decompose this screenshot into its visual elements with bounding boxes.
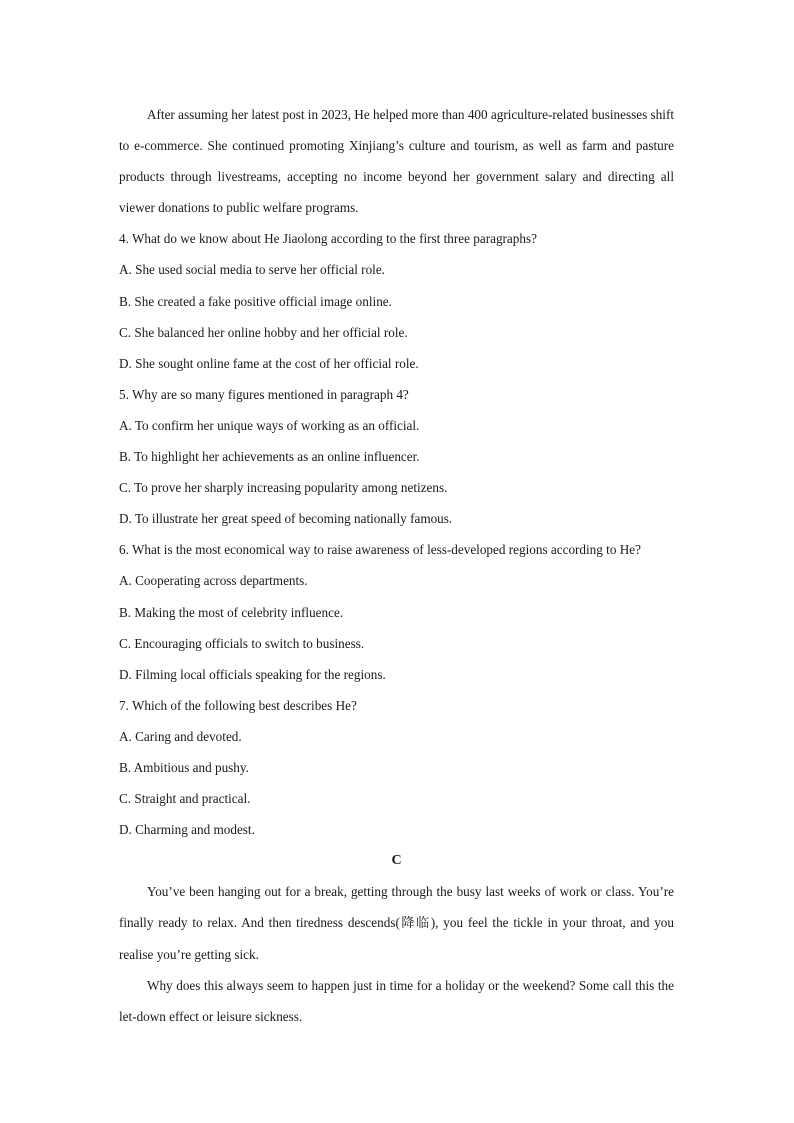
question-6 [119,534,674,689]
option-c: C. She balanced her online hobby and her official role. [119,324,408,340]
passage-b-paragraph: After assuming her latest post in 2023, He helped more than 400 agriculture-related businesses shift to e-commerce. She continued promoting Xinjiang’s culture and tourism, as well as farm and pasture products through livestreams, accepting no income beyond her government salary and directing all viewer donations to public welfare programs. [119,107,674,216]
question-stem: 4. What do we know about He Jiaolong according to the first three paragraphs? [119,231,537,247]
question-4 [119,223,674,378]
option-d: D. Charming and modest. [119,822,255,838]
document-content [119,99,674,1032]
option-b: B. Ambitious and pushy. [119,759,249,775]
question-stem: 7. Which of the following best describes He? [119,697,357,713]
option-b: B. Making the most of celebrity influence. [119,604,344,620]
passage-c-paragraph-2: Why does this always seem to happen just in time for a holiday or the weekend? Some call this the let-down effect or leisure sickness. [119,977,674,1024]
option-c: C. To prove her sharply increasing popularity among netizens. [119,480,448,496]
question-7 [119,690,674,845]
option-a: A. To confirm her unique ways of working as an official. [119,417,420,433]
option-d: D. To illustrate her great speed of becoming nationally famous. [119,511,453,527]
question-stem: 5. Why are so many figures mentioned in paragraph 4? [119,386,409,402]
option-a: A. Caring and devoted. [119,728,242,744]
passage-c-paragraph-1: You’ve been hanging out for a break, getting through the busy last weeks of work or class. You’re finally ready to relax. And then tiredness descends(降临), you feel the tickle in your throat, and you realise you’re getting sick. [119,884,674,962]
option-c: C. Encouraging officials to switch to business. [119,635,365,651]
option-b: B. To highlight her achievements as an online influencer. [119,449,420,465]
question-5 [119,379,674,534]
option-d: D. She sought online fame at the cost of her official role. [119,355,419,371]
question-stem: 6. What is the most economical way to raise awareness of less-developed regions according to He? [119,542,641,558]
passage-c-heading: C [391,853,402,869]
option-b: B. She created a fake positive official image online. [119,293,392,309]
option-a: A. She used social media to serve her official role. [119,262,385,278]
option-d: D. Filming local officials speaking for the regions. [119,666,386,682]
option-c: C. Straight and practical. [119,791,251,807]
option-a: A. Cooperating across departments. [119,573,308,589]
